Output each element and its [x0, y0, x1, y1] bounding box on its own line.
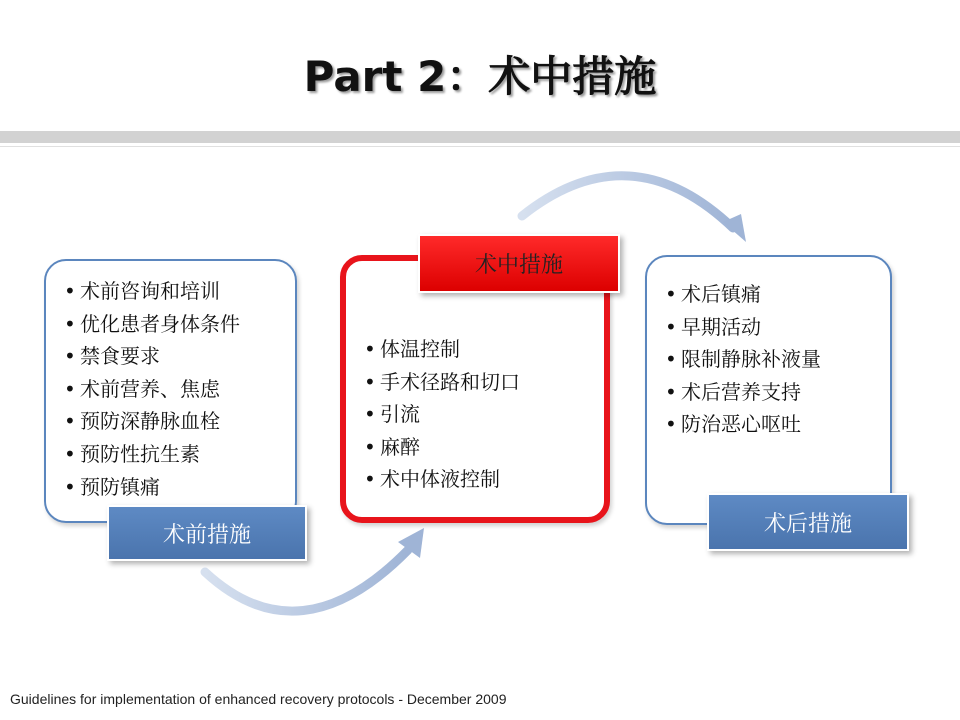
bullet-icon: • — [64, 376, 76, 401]
bullet-icon: • — [665, 412, 677, 437]
list-item-text: 麻醉 — [380, 434, 420, 459]
list-item-text: 术后营养支持 — [681, 379, 801, 404]
bullet-icon: • — [665, 314, 677, 339]
list-item-text: 体温控制 — [380, 337, 460, 361]
list-item-text: 限制静脉补液量 — [681, 347, 821, 372]
list-item-text: 术中体液控制 — [380, 467, 500, 492]
bullet-icon: • — [665, 282, 677, 306]
list-item — [364, 366, 520, 399]
footer-citation: Guidelines for implementation of enhanced recovery protocols - December 2009 — [10, 691, 507, 707]
bullet-icon: • — [364, 467, 376, 492]
list-item-text: 防治恶心呕吐 — [681, 412, 801, 437]
list-item — [665, 278, 821, 311]
bullet-icon: • — [64, 311, 76, 336]
bullet-icon: • — [64, 279, 76, 303]
list-item-text: 优化患者身体条件 — [80, 311, 240, 336]
bullet-icon: • — [364, 337, 376, 361]
list-item-text: 术前咨询和培训 — [80, 279, 220, 303]
bullet-icon: • — [64, 441, 76, 466]
list-item — [64, 308, 240, 341]
page-title: Part 2：术中措施 — [303, 52, 657, 101]
curved-arrow-top — [522, 176, 746, 242]
bullet-icon: • — [665, 347, 677, 372]
list-item — [64, 471, 240, 504]
list-item-text: 预防深静脉血栓 — [80, 409, 220, 434]
intra-op-box — [340, 255, 610, 523]
list-item-text: 预防性抗生素 — [80, 441, 200, 466]
pre-op-label: 术前措施 — [107, 505, 307, 561]
pre-op-box — [44, 259, 297, 523]
list-item-text: 引流 — [380, 402, 420, 427]
list-item-text: 早期活动 — [681, 314, 761, 339]
list-item — [364, 398, 520, 431]
list-item-text: 手术径路和切口 — [380, 369, 520, 394]
list-item-text: 术前营养、焦虑 — [80, 376, 220, 401]
list-item — [64, 438, 240, 471]
list-item — [364, 333, 520, 366]
list-item — [64, 405, 240, 438]
list-item-text: 预防镇痛 — [80, 474, 160, 499]
bullet-icon: • — [364, 402, 376, 427]
list-item — [665, 343, 821, 376]
bullet-icon: • — [64, 344, 76, 369]
list-item — [364, 463, 520, 496]
bullet-icon: • — [64, 409, 76, 434]
list-item — [64, 373, 240, 406]
list-item — [665, 376, 821, 409]
list-item — [665, 408, 821, 441]
list-item — [364, 431, 520, 464]
post-op-label: 术后措施 — [707, 493, 909, 551]
bullet-icon: • — [364, 434, 376, 459]
list-item — [64, 275, 240, 308]
bullet-icon: • — [364, 369, 376, 394]
list-item — [665, 311, 821, 344]
bullet-icon: • — [64, 474, 76, 499]
bullet-icon: • — [665, 379, 677, 404]
list-item-text: 术后镇痛 — [681, 282, 761, 306]
intra-op-label: 术中措施 — [418, 234, 620, 293]
list-item — [64, 340, 240, 373]
post-op-box — [645, 255, 892, 525]
list-item-text: 禁食要求 — [80, 344, 160, 369]
